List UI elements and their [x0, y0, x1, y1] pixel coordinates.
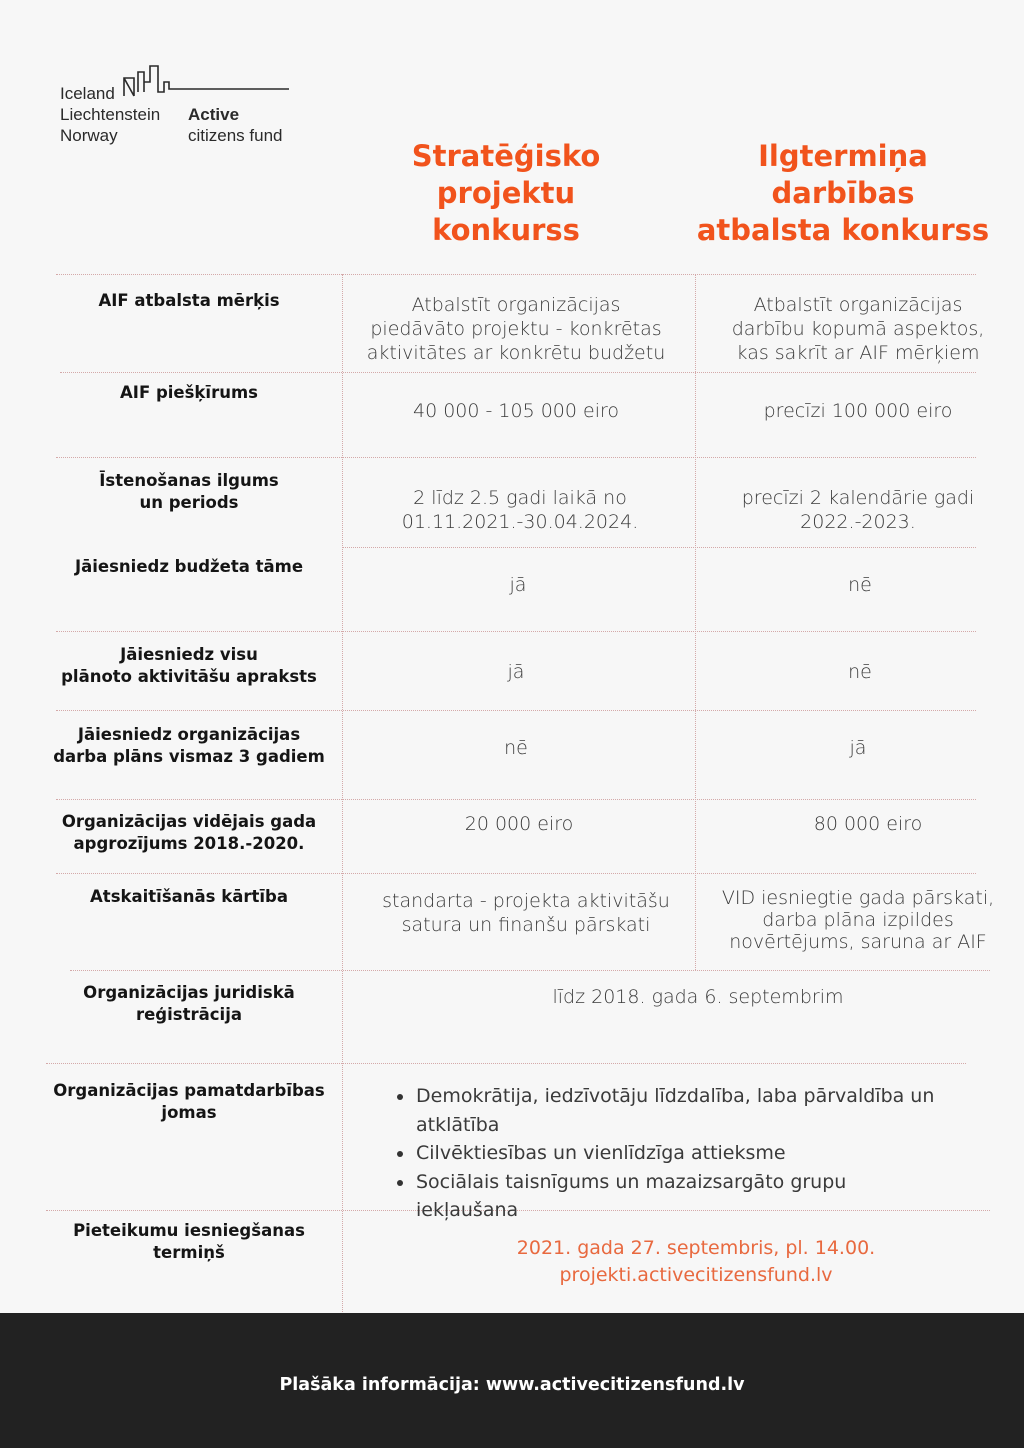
cell-duration-longterm: precīzi 2 kalendārie gadi 2022.-2023. [741, 487, 975, 533]
row-divider [56, 873, 976, 874]
logo [58, 62, 298, 146]
bullet-item: Cilvēktiesības un vienlīdzīga attieksme [392, 1139, 952, 1168]
fields-bullet-list [392, 1082, 952, 1225]
row-divider [56, 631, 976, 632]
bullet-item: Sociālais taisnīgums un mazaizsargāto grupu iekļaušana [392, 1168, 952, 1225]
row-divider [56, 457, 976, 458]
cell-goal-strategic: Atbalstīt organizācijas piedāvāto projektu - konkrētas aktivitātes ar konkrētu budžetu [366, 294, 666, 364]
row-label-grant: AIF piešķīrums [120, 383, 258, 402]
cell-grant-strategic: 40 000 - 105 000 eiro [412, 400, 619, 422]
row-label-activities: Jāiesniedz visu plānoto aktivitāšu apraksts [61, 645, 317, 686]
row-label-registration: Organizācijas juridiskā reģistrācija [83, 983, 295, 1024]
row-divider [60, 372, 976, 373]
row-label-goal: AIF atbalsta mērķis [98, 291, 280, 310]
row-divider [46, 1063, 966, 1064]
row-label-duration: Īstenošanas ilgums un periods [99, 471, 279, 512]
row-label-reporting: Atskaitīšanās kārtība [90, 887, 288, 906]
logo-country-norway: Norway [60, 126, 118, 145]
column-divider [695, 274, 696, 970]
row-label-workplan: Jāiesniedz organizācijas darba plāns vismaz 3 gadiem [53, 725, 325, 766]
cell-turnover-strategic: 20 000 eiro [464, 813, 574, 835]
footer-info-link[interactable]: Plašāka informācija: www.activecitizensfund.lv [279, 1375, 745, 1395]
deadline-date: 2021. gada 27. septembris, pl. 14.00. [516, 1237, 876, 1259]
row-label-fields: Organizācijas pamatdarbības jomas [53, 1081, 325, 1122]
cell-duration-strategic: 2 līdz 2.5 gadi laikā no 01.11.2021.-30.04.2024. [401, 487, 639, 533]
footer [0, 1313, 1024, 1448]
cell-workplan-strategic: nē [504, 737, 528, 759]
bullet-item: Demokrātija, iedzīvotāju līdzdalība, laba pārvaldība un atklātība [392, 1082, 952, 1139]
column-heading-strategic: Stratēģisko projektu konkurss [411, 139, 601, 247]
row-label-budget: Jāiesniedz budžeta tāme [74, 557, 304, 576]
deadline-link[interactable]: projekti.activecitizensfund.lv [559, 1264, 833, 1286]
cell-reporting-longterm: VID iesniegtie gada pārskati, darba plāna izpildes novērtējums, saruna ar AIF [721, 887, 995, 953]
row-label-turnover: Organizācijas vidējais gada apgrozījums 2018.-2020. [61, 812, 317, 853]
logo-country-iceland: Iceland [60, 84, 115, 103]
logo-brand-citizens-fund: citizens fund [188, 126, 283, 145]
row-divider [342, 547, 976, 548]
row-divider [70, 970, 990, 971]
column-divider [342, 274, 343, 1312]
cell-activities-longterm: nē [848, 661, 872, 683]
cell-registration-merged: līdz 2018. gada 6. septembrim [552, 986, 844, 1008]
row-divider [56, 274, 976, 275]
cell-budget-strategic: jā [509, 574, 527, 596]
cell-budget-longterm: nē [848, 574, 872, 596]
row-divider [56, 710, 976, 711]
column-heading-longterm: Ilgtermiņa darbības atbalsta konkurss [696, 139, 990, 247]
logo-country-liechtenstein: Liechtenstein [60, 105, 161, 124]
cell-workplan-longterm: jā [849, 737, 867, 759]
row-label-deadline: Pieteikumu iesniegšanas termiņš [73, 1221, 305, 1262]
logo-brand-active: Active [188, 105, 240, 124]
cell-reporting-strategic: standarta - projekta aktivitāšu satura un finanšu pārskati [382, 890, 670, 936]
cell-turnover-longterm: 80 000 eiro [813, 813, 923, 835]
cell-activities-strategic: jā [507, 661, 525, 683]
row-divider [56, 799, 976, 800]
cell-goal-longterm: Atbalstīt organizācijas darbību kopumā aspektos, kas sakrīt ar AIF mērķiem [731, 294, 985, 364]
cell-grant-longterm: precīzi 100 000 eiro [763, 400, 953, 422]
